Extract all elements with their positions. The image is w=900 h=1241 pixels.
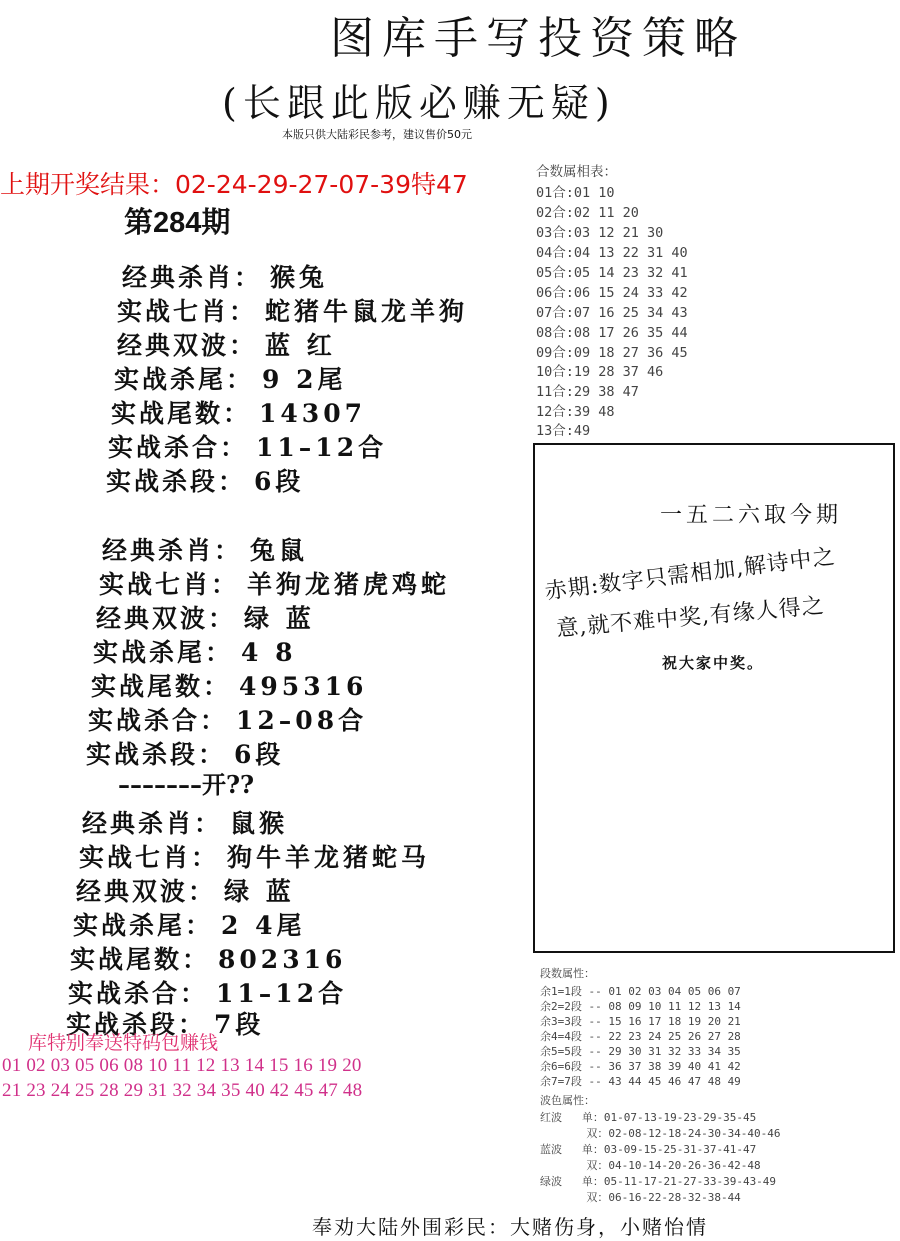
section-row [122,258,328,294]
row-value: 绿 蓝 [244,604,315,633]
section-row [79,838,430,874]
section-row [93,633,297,669]
poem-top-line: 一五二六取今期 [660,503,843,528]
segment-table-row: 余2=2段 -- 08 09 10 11 12 13 14 [540,1000,741,1013]
price-note: 本版只供大陆彩民参考，建议售价50元 [282,128,472,141]
row-label: 实战杀合： [68,979,209,1008]
row-value: 羊狗龙猪虎鸡蛇 [247,570,451,599]
wave-table-row: 蓝波 单：03-09-15-25-31-37-41-47 [540,1143,757,1156]
issue-number: 第284期 [124,207,231,239]
segment-table-row: 余4=4段 -- 22 23 24 25 26 27 28 [540,1030,741,1043]
row-value: 11–12合 [216,979,348,1008]
row-label: 经典双波： [96,604,237,633]
row-label: 经典双波： [76,877,217,906]
wave-table-row: 红波 单：01-07-13-19-23-29-35-45 [540,1111,757,1124]
row-value: 4 8 [241,638,297,667]
section-row [111,394,366,430]
row-label: 实战七肖： [99,570,240,599]
sum-table-row: 03合:03 12 21 30 [536,225,664,241]
wave-table-row: 双：02-08-12-18-24-30-34-40-46 [540,1127,781,1140]
sum-table-row: 11合:29 38 47 [536,384,639,400]
row-label: 实战七肖： [79,843,220,872]
poem-line-2: 意,就不难中奖,有缘人得之 [555,593,826,642]
section-row [91,667,367,703]
section-row [106,462,304,498]
section-row [108,428,387,464]
row-label: 经典双波： [117,331,258,360]
sum-table-row: 08合:08 17 26 35 44 [536,325,688,341]
segment-table-row: 余5=5段 -- 29 30 31 32 33 34 35 [540,1045,741,1058]
row-value: 2 4尾 [221,911,306,940]
section-row [117,292,468,328]
gift-title: 库特别奉送特码包赚钱 [28,1032,219,1054]
section-row [70,940,346,976]
poem-line-1: 赤期:数字只需相加,解诗中之 [543,544,837,605]
section-row [96,599,315,635]
row-label: 实战杀段： [86,740,227,769]
page-title: 图库手写投资策略 [330,13,746,64]
row-value: 猴兔 [270,263,329,292]
sum-table-row: 07合:07 16 25 34 43 [536,305,688,321]
segment-table-row: 余7=7段 -- 43 44 45 46 47 48 49 [540,1075,741,1088]
section-row [114,360,347,396]
sum-table-title: 合数属相表： [536,164,617,180]
wave-table-title: 波色属性： [540,1094,595,1107]
row-label: 实战尾数： [91,672,232,701]
row-value: 14307 [259,399,366,428]
row-value: 802316 [218,945,347,974]
row-value: 狗牛羊龙猪蛇马 [227,843,431,872]
row-value: 11–12合 [256,433,388,462]
segment-table-row: 余1=1段 -- 01 02 03 04 05 06 07 [540,985,741,998]
row-value: 6段 [234,740,285,769]
page-subtitle: (长跟此版必赚无疑) [222,81,616,125]
row-value: 蓝 红 [265,331,336,360]
sum-table-row: 09合:09 18 27 36 45 [536,345,688,361]
sum-table-row: 05合:05 14 23 32 41 [536,265,688,281]
row-label: 实战杀合： [88,706,229,735]
row-label: 实战杀尾： [93,638,234,667]
sum-table-row: 10合:19 28 37 46 [536,364,664,380]
divider-text: –––––––开?? [118,770,255,799]
row-value: 7段 [214,1010,265,1039]
row-value: 兔鼠 [250,536,309,565]
section-row [99,565,450,601]
segment-table-row: 余6=6段 -- 36 37 38 39 40 41 42 [540,1060,741,1073]
wave-table-row: 绿波 单：05-11-17-21-27-33-39-43-49 [540,1175,777,1188]
sum-table-row: 13合:49 [536,423,591,439]
row-value: 鼠猴 [230,809,289,838]
row-label: 实战杀段： [66,1010,207,1039]
row-value: 蛇猪牛鼠龙羊狗 [265,297,469,326]
row-value: 绿 蓝 [224,877,295,906]
row-label: 实战七肖： [117,297,258,326]
section-row [102,531,308,567]
sum-table-row: 01合:01 10 [536,185,615,201]
sum-table-row: 02合:02 11 20 [536,205,639,221]
poem-blessing: 祝大家中奖。 [662,654,765,672]
section-row [117,326,336,362]
segment-table-row: 余3=3段 -- 15 16 17 18 19 20 21 [540,1015,741,1028]
row-value: 12–08合 [236,706,368,735]
gift-numbers-line-1: 01 02 03 05 06 08 10 11 12 13 14 15 16 19 20 [2,1055,362,1076]
footer-advice: 奉劝大陆外围彩民：大赌伤身，小赌怡情 [312,1215,708,1239]
wave-table-row: 双：06-16-22-28-32-38-44 [540,1191,741,1204]
row-label: 实战杀合： [108,433,249,462]
row-label: 经典杀肖： [122,263,263,292]
row-value: 6段 [254,467,305,496]
gift-numbers-line-2: 21 23 24 25 28 29 31 32 34 35 40 42 45 47 48 [2,1080,363,1101]
section-row [82,804,288,840]
row-label: 实战杀段： [106,467,247,496]
sum-table-row: 12合:39 48 [536,404,615,420]
segment-table-title: 段数属性： [540,967,595,980]
row-label: 实战尾数： [111,399,252,428]
row-label: 经典杀肖： [102,536,243,565]
section-row [88,701,367,737]
sum-table-row: 06合:06 15 24 33 42 [536,285,688,301]
row-label: 经典杀肖： [82,809,223,838]
row-label: 实战尾数： [70,945,211,974]
section-row [73,906,306,942]
wave-table-row: 双：04-10-14-20-26-36-42-48 [540,1159,761,1172]
row-value: 495316 [239,672,368,701]
row-label: 实战杀尾： [114,365,255,394]
sum-table-row: 04合:04 13 22 31 40 [536,245,688,261]
section-row [76,872,295,908]
row-label: 实战杀尾： [73,911,214,940]
last-result: 上期开奖结果：02-24-29-27-07-39特47 [0,170,468,199]
row-value: 9 2尾 [262,365,347,394]
